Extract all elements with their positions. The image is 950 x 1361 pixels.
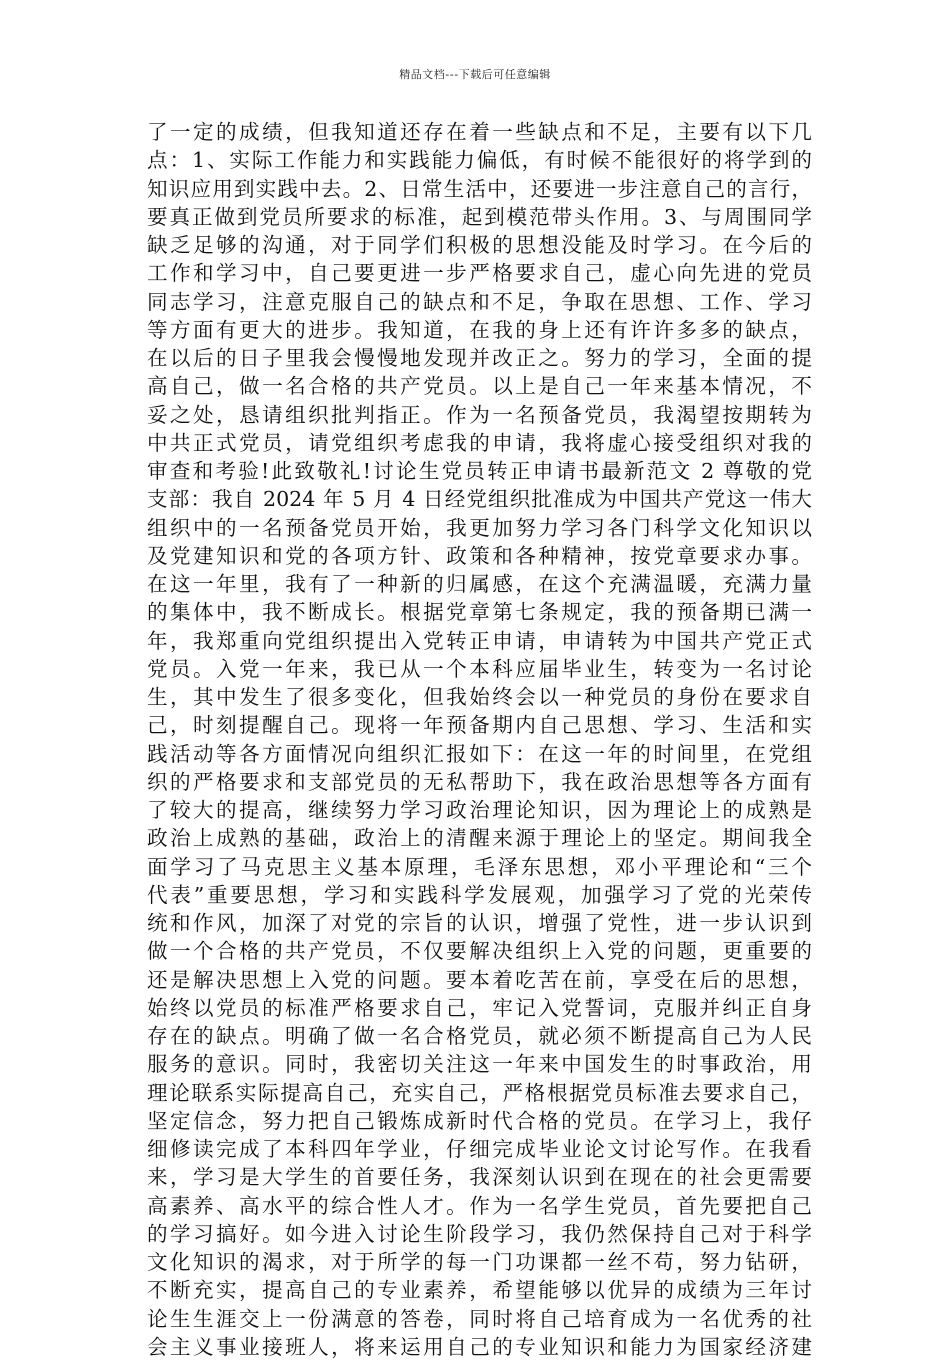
text-line: 来，学习是大学生的首要任务，我深刻认识到在现在的社会更需要 xyxy=(147,1165,812,1190)
text-line: 等方面有更大的进步。我知道，在我的身上还有许许多多的缺点， xyxy=(147,317,812,342)
text-line: 会主义事业接班人，将来运用自己的专业知识和能力为国家经济建 xyxy=(147,1334,812,1359)
text-line: 做一个合格的共产党员，不仅要解决组织上入党的问题，更重要的 xyxy=(147,939,812,964)
page-header: 精品文档---下载后可任意编辑 xyxy=(399,68,551,81)
text-line: 始终以党员的标准严格要求自己，牢记入党誓词，克服并纠正自身 xyxy=(147,995,812,1020)
text-line: 工作和学习中，自己要更进一步严格要求自己，虚心向先进的党员 xyxy=(147,261,812,286)
text-line: 存在的缺点。明确了做一名合格党员，就必须不断提高自己为人民 xyxy=(147,1024,812,1048)
text-line: 了一定的成绩，但我知道还存在着一些缺点和不足，主要有以下几 xyxy=(147,120,812,144)
text-line: 面学习了马克思主义基本原理，毛泽东思想，邓小平理论和“三个 xyxy=(147,854,812,879)
text-line: 政治上成熟的基础，政治上的清醒来源于理论上的坚定。期间我全 xyxy=(147,826,812,851)
text-line: 同志学习，注意克服自己的缺点和不足，争取在思想、工作、学习 xyxy=(147,289,812,314)
text-line: 还是解决思想上入党的问题。要本着吃苦在前，享受在后的思想， xyxy=(147,967,812,992)
body-text xyxy=(147,118,812,1361)
text-line: 缺乏足够的沟通，对于同学们积极的思想没能及时学习。在今后的 xyxy=(147,233,812,257)
text-line: 及党建知识和党的各项方针、政策和各种精神，按党章要求办事。 xyxy=(147,543,812,568)
text-line: 在以后的日子里我会慢慢地发现并改正之。努力的学习，全面的提 xyxy=(147,346,812,370)
text-line: 己，时刻提醒自己。现将一年预备期内自己思想、学习、生活和实 xyxy=(147,713,812,738)
text-line: 组织中的一名预备党员开始，我更加努力学习各门科学文化知识以 xyxy=(147,515,812,540)
text-line: 年，我郑重向党组织提出入党转正申请，申请转为中国共产党正式 xyxy=(147,628,812,653)
text-line: 的集体中，我不断成长。根据党章第七条规定，我的预备期已满一 xyxy=(147,600,812,625)
text-line: 妥之处，恳请组织批判指正。作为一名预备党员，我渴望按期转为 xyxy=(147,402,812,427)
text-line: 的学习搞好。如今进入讨论生阶段学习，我仍然保持自己对于科学 xyxy=(147,1221,812,1246)
text-line: 要真正做到党员所要求的标准，起到模范带头作用。3、与周围同学 xyxy=(147,204,812,229)
text-line: 坚定信念，努力把自己锻炼成新时代合格的党员。在学习上，我仔 xyxy=(147,1108,812,1133)
text-line: 在这一年里，我有了一种新的归属感，在这个充满温暖，充满力量 xyxy=(147,572,812,596)
text-line: 支部：我自 2024 年 5 月 4 日经党组织批准成为中国共产党这一伟大 xyxy=(147,487,812,512)
text-line: 生，其中发生了很多变化，但我始终会以一种党员的身份在要求自 xyxy=(147,685,812,709)
text-line: 知识应用到实践中去。2、日常生活中，还要进一步注意自己的言行， xyxy=(147,176,812,201)
text-line: 统和作风，加深了对党的宗旨的认识，增强了党性，进一步认识到 xyxy=(147,911,812,935)
text-line: 代表”重要思想，学习和实践科学发展观，加强学习了党的光荣传 xyxy=(147,882,812,907)
text-line: 审查和考验!此致敬礼!讨论生党员转正申请书最新范文 2 尊敬的党 xyxy=(147,459,812,483)
text-line: 践活动等各方面情况向组织汇报如下：在这一年的时间里，在党组 xyxy=(147,741,812,766)
text-line: 高自己，做一名合格的共产党员。以上是自己一年来基本情况，不 xyxy=(147,374,812,399)
text-line: 中共正式党员，请党组织考虑我的申请，我将虚心接受组织对我的 xyxy=(147,430,812,455)
text-line: 文化知识的渴求，对于所学的每一门功课都一丝不苟，努力钻研， xyxy=(147,1250,812,1274)
text-line: 论生生涯交上一份满意的答卷，同时将自己培育成为一名优秀的社 xyxy=(147,1306,812,1331)
text-line: 了较大的提高，继续努力学习政治理论知识，因为理论上的成熟是 xyxy=(147,798,812,822)
text-line: 服务的意识。同时，我密切关注这一年来中国发生的时事政治，用 xyxy=(147,1052,812,1077)
text-line: 高素养、高水平的综合性人才。作为一名学生党员，首先要把自己 xyxy=(147,1193,812,1218)
text-line: 织的严格要求和支部党员的无私帮助下，我在政治思想等各方面有 xyxy=(147,769,812,794)
text-line: 不断充实，提高自己的专业素养，希望能够以优异的成绩为三年讨 xyxy=(147,1278,812,1303)
text-line: 点：1、实际工作能力和实践能力偏低，有时候不能很好的将学到的 xyxy=(147,148,812,173)
text-line: 理论联系实际提高自己，充实自己，严格根据党员标准去要求自己， xyxy=(147,1080,812,1105)
text-line: 细修读完成了本科四年学业，仔细完成毕业论文讨论写作。在我看 xyxy=(147,1137,812,1161)
text-line: 党员。入党一年来，我已从一个本科应届毕业生，转变为一名讨论 xyxy=(147,656,812,681)
